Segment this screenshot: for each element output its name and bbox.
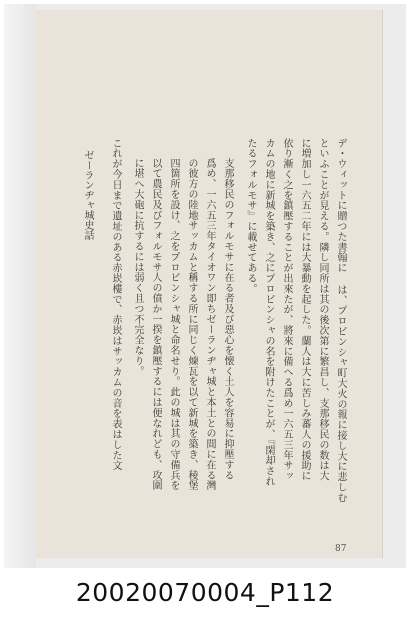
text-column-2: といふことが見える。隣し同所は其の後次第に繁昌し、支那移民の数は大 [317,138,328,482]
book-spine [4,4,36,568]
text-column-8: 爲め、一六五三年タイオワン即ちゼーランヂャ城と本土との間に在る灣 [204,158,215,491]
text-column-9: の彼方の陸地サッカムと稱する所に同じく煉瓦を以て新城を築き、稜堡 [186,158,197,491]
text-column-11: 以て農民及びフォルモサ人の僨か一揆を鎮壓するには便なれども、攻圍 [150,158,161,491]
text-column-5: カムの地に新城を築き、之にプロビンシャの名を附けたことが、『閑却され [263,138,274,487]
running-title: ゼーランヂャ城史話 [82,150,93,240]
text-column-6: たるフォルモサ』に載せてある。 [245,138,256,294]
page-number: 87 [335,544,347,554]
text-column-1: デ・ウィットに贈つた書翰に は、プロビンシャ町大火の報に接し大に悲しむ [335,138,346,503]
text-column-3: に増加し一六五二年には大暴動を起した。蘭人は大に苦しみ蕃人の援助に [299,138,310,482]
text-column-12: に堪へ大砲に抗するには弱く且つ不完全なり。 [132,158,143,377]
text-column-10: 四箇所を設け、之をプロビンシャ城と命名せり。此の城は其の守備兵を [168,158,179,491]
identifier-caption: 20020070004_P112 [75,578,335,607]
text-column-7: 支那移民のフォルモサに在る者及び惡心を懐く土人を容易に抑壓する [222,158,233,481]
text-column-13: これが今日まで遺址のある赤崁樓で、赤崁はサッカムの音を表はした文 [110,138,121,471]
text-column-4: 依り漸く之を鎮壓することが出來たが、將來に備へる爲め一六五三年サッ [281,138,292,482]
